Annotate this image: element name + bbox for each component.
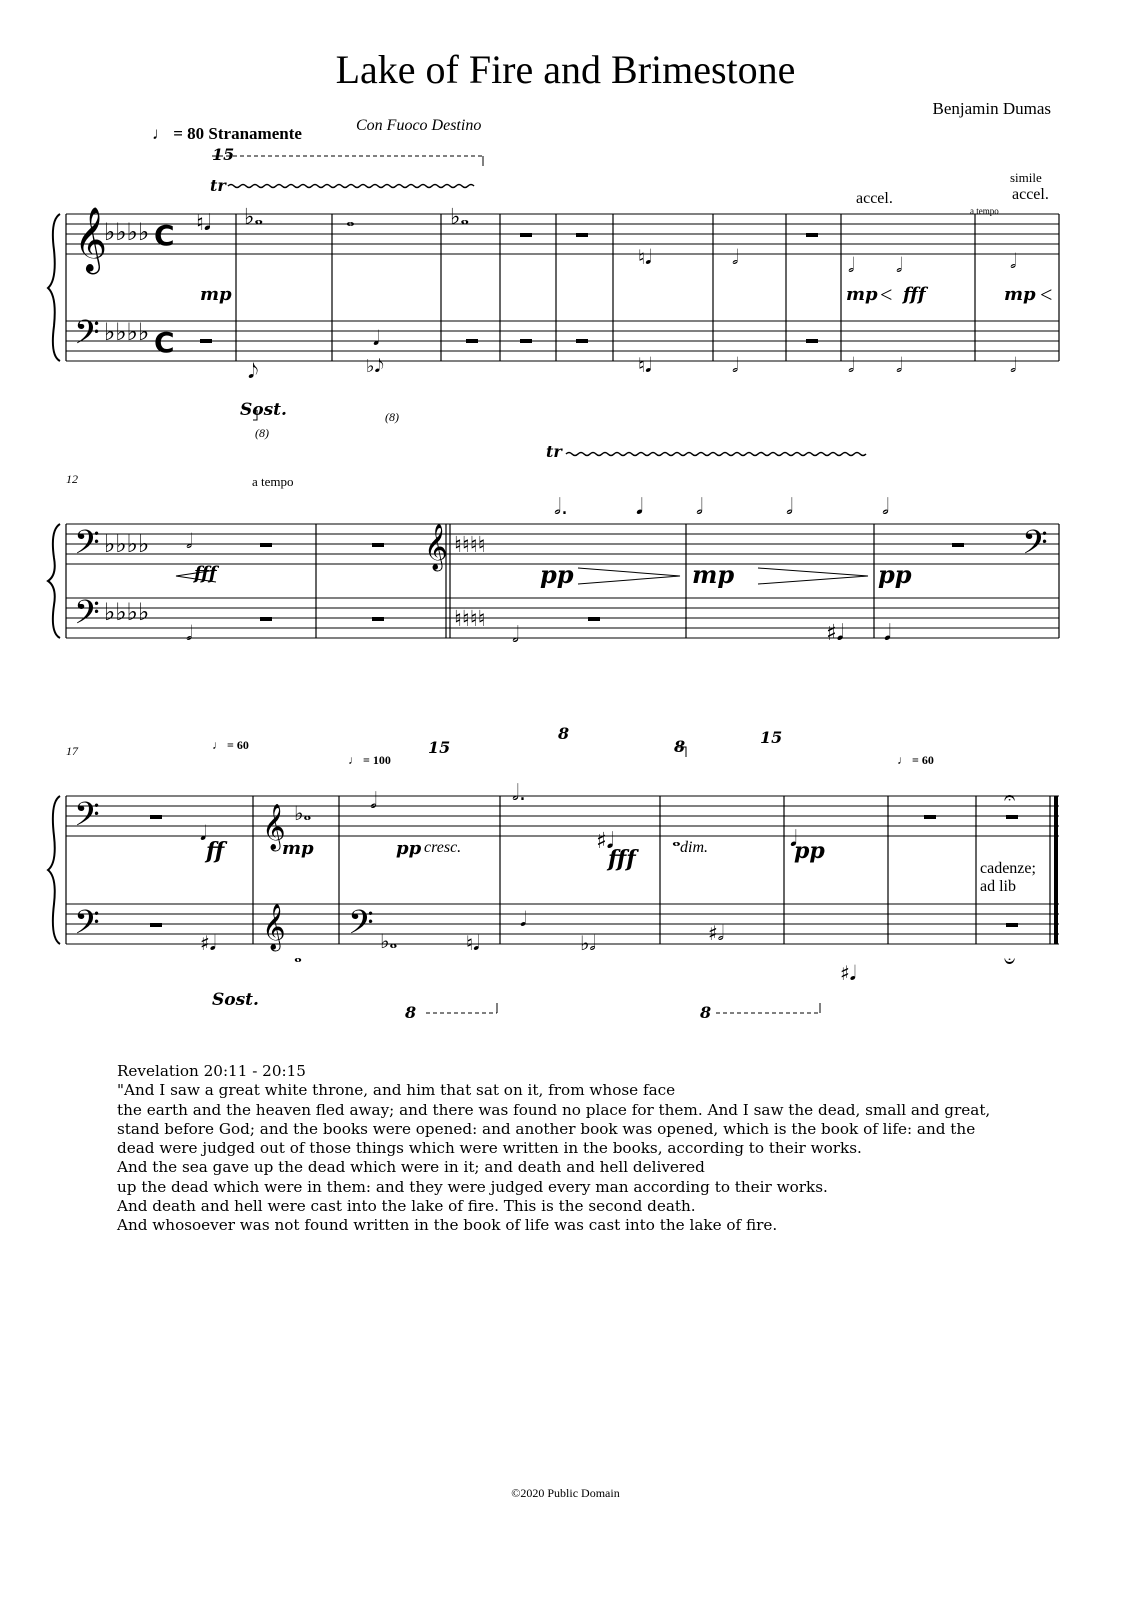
sostenuto-pedal: Sost. xyxy=(212,990,259,1010)
dynamic-pp: pp xyxy=(540,560,574,589)
decrescendo-hairpin xyxy=(758,568,868,584)
tremolo-chord-icon: 𝅗𝅥 xyxy=(1010,249,1017,273)
key-signature-icon: ♭♭♭♭ xyxy=(104,318,150,346)
rest-icon xyxy=(806,233,818,237)
note-icon: ♭𝅝 xyxy=(450,205,470,230)
note-icon: 𝅗𝅥. xyxy=(554,495,568,520)
note-icon: 𝅗𝅥 xyxy=(696,495,703,520)
note-icon: ♮𝅘𝅥 xyxy=(466,931,480,955)
note-icon: 𝅘𝅥 xyxy=(200,821,207,845)
bass-clef-icon: 𝄢 xyxy=(348,904,374,950)
grace-note-icon: ♯𝅘𝅥 xyxy=(840,961,857,985)
note-icon: ♯𝅘𝅥 xyxy=(200,931,217,955)
note-icon: 𝅗𝅥. xyxy=(512,781,526,806)
text-line: And death and hell were cast into the lake of fire. This is the second death. xyxy=(117,1197,696,1216)
system-3-treble-staff xyxy=(66,796,1059,836)
bass-clef-icon: 𝄢 xyxy=(74,524,100,570)
rest-icon xyxy=(520,339,532,343)
dynamic-mp: mp xyxy=(846,284,878,305)
crescendo-sign: < xyxy=(1040,282,1053,307)
note-icon: 𝅗𝅥 xyxy=(512,623,519,648)
chord-icon: 𝅗𝅥 xyxy=(732,245,739,269)
text-line: Revelation 20:11 - 20:15 xyxy=(117,1062,306,1080)
system-1-trill-line xyxy=(228,185,474,188)
treble-clef-icon: 𝄞 xyxy=(424,524,448,570)
fermata-icon: 𝄐 xyxy=(1004,785,1016,809)
dynamic-mp: mp xyxy=(282,838,314,859)
dynamic-pp: pp xyxy=(396,838,422,859)
tremolo-chord-icon: 𝅗𝅥 xyxy=(848,253,855,277)
a-tempo-marking: a tempo xyxy=(252,474,294,489)
note-icon: 𝅘𝅥 xyxy=(373,326,380,350)
note-icon: 𝅘𝅥 xyxy=(790,827,797,852)
system-3-barlines xyxy=(66,796,1050,944)
scripture-text xyxy=(117,1062,990,1236)
key-signature-icon: ♮♮♮♮ xyxy=(454,607,486,632)
note-icon: 𝅗𝅥 xyxy=(786,495,793,520)
tempo-change: ♩ = 60 xyxy=(897,753,934,767)
rest-icon xyxy=(466,339,478,343)
key-signature-icon: ♭♭♭♭ xyxy=(104,598,150,626)
rest-icon xyxy=(150,815,162,819)
composer: Benjamin Dumas xyxy=(932,99,1051,118)
system-2-bass-staff xyxy=(66,598,1059,638)
tremolo-chord-icon: 𝅗𝅥 xyxy=(896,353,903,377)
common-time-icon: C xyxy=(154,326,175,359)
note-icon: 𝅝 xyxy=(672,827,681,852)
chord-icon: ♭𝅝 xyxy=(294,801,312,825)
dynamic-ff: ff xyxy=(206,838,225,864)
system-2-trill-line xyxy=(566,453,866,456)
simile-marking: simile xyxy=(1010,170,1042,185)
bass-clef-icon: 𝄢 xyxy=(1022,524,1048,570)
text-line: And whosoever was not found written in the book of life was cast into the lake of fire. xyxy=(117,1216,778,1235)
dynamic-fff: fff xyxy=(194,563,217,584)
tremolo-chord-icon: 𝅗𝅥 xyxy=(186,529,193,553)
treble-clef-icon: 𝄞 xyxy=(262,804,286,850)
ottava-end: (8) xyxy=(385,410,399,424)
crescendo-sign: < xyxy=(880,282,893,307)
tremolo-chord-icon: 𝅗𝅥 xyxy=(848,353,855,377)
system-2-brace xyxy=(48,524,60,638)
rest-icon xyxy=(260,543,272,547)
dim-marking: dim. xyxy=(680,839,708,856)
note-icon: 𝅘𝅥 xyxy=(884,621,891,646)
system-1-brace xyxy=(48,214,60,361)
cadenza-marking: cadenze; xyxy=(980,860,1036,877)
bass-clef-icon: 𝄢 xyxy=(74,314,100,360)
dynamic-fff: fff xyxy=(608,846,636,872)
crescendo-hairpin xyxy=(578,568,680,584)
tempo-change: ♩ = 60 xyxy=(212,738,249,752)
rest-icon xyxy=(200,339,212,343)
sostenuto-pedal: Sost. xyxy=(240,400,287,420)
note-icon: ♭𝅝 xyxy=(244,205,264,230)
dynamic-pp: pp xyxy=(878,560,912,589)
common-time-icon: C xyxy=(154,219,175,252)
note-icon: 𝅘𝅥 xyxy=(636,495,643,520)
rest-icon xyxy=(1006,815,1018,819)
ottava-15: 15 xyxy=(760,728,783,747)
text-line: stand before God; and the books were opened: and another book was opened, which is the book of life: and the xyxy=(117,1119,976,1138)
copyright-footer: ©2020 Public Domain xyxy=(511,1486,620,1500)
chord-icon: 𝅗𝅥 xyxy=(732,353,739,377)
ottava-15: 15 xyxy=(428,738,451,757)
trill-marking: tr xyxy=(210,176,226,195)
rest-icon xyxy=(1006,923,1018,927)
bass-clef-icon: 𝄢 xyxy=(74,796,100,842)
rest-icon xyxy=(924,815,936,819)
bass-clef-icon: 𝄢 xyxy=(74,904,100,950)
key-signature-icon: ♮♮♮♮ xyxy=(454,533,486,558)
text-line: up the dead which were in them: and they were judged every man according to their works. xyxy=(117,1177,828,1196)
note-icon: ♯𝅘𝅥 xyxy=(826,621,844,646)
rest-icon xyxy=(260,617,272,621)
ottava-bass: 8 xyxy=(405,1003,417,1022)
system-3-brace xyxy=(48,796,60,944)
a-tempo-marking: a tempo xyxy=(970,206,999,216)
dynamic-mp: mp xyxy=(200,284,232,305)
ottava-bass: 8 xyxy=(700,1003,712,1022)
system-1-treble-staff xyxy=(66,214,1059,254)
note-icon: 𝅗𝅥 xyxy=(882,495,889,520)
key-signature-icon: ♭♭♭♭ xyxy=(104,218,150,246)
tempo-marking: ♩ = 80 Stranamente xyxy=(152,124,302,143)
fermata-icon: 𝄑 xyxy=(1004,949,1016,973)
grace-note-icon: 𝅘𝅥𝅮 xyxy=(248,359,259,383)
rest-icon xyxy=(576,233,588,237)
dynamic-mp: mp xyxy=(1004,284,1036,305)
ottava-8: 8 xyxy=(558,724,570,743)
rest-icon xyxy=(372,617,384,621)
bass-clef-icon: 𝄢 xyxy=(74,594,100,640)
note-icon: ♮𝅘𝅥 xyxy=(196,211,211,236)
tremolo-chord-icon: 𝅗𝅥 xyxy=(186,621,193,645)
dynamic-pp: pp xyxy=(794,838,825,864)
system-2-treble-staff xyxy=(66,524,1059,564)
chord-icon: ♮𝅘𝅥 xyxy=(638,353,652,377)
grace-note-icon: ♭𝅘𝅥𝅮 xyxy=(366,356,384,377)
note-icon: 𝅗𝅥 xyxy=(370,789,377,814)
text-line: dead were judged out of those things which were written in the books, according to their works. xyxy=(117,1139,862,1158)
ottava-end: (8) xyxy=(255,426,269,440)
dynamic-fff: fff xyxy=(903,284,926,305)
rest-icon xyxy=(576,339,588,343)
tremolo-chord-icon: 𝅗𝅥 xyxy=(896,253,903,277)
ad-lib-marking: ad lib xyxy=(980,878,1016,895)
bar-number: 17 xyxy=(66,744,78,758)
page-title: Lake of Fire and Brimestone xyxy=(335,47,796,92)
trill-marking: tr xyxy=(546,442,562,461)
chord-icon: ♭𝅝 xyxy=(380,929,398,953)
bar-number: 12 xyxy=(66,472,78,486)
rest-icon xyxy=(372,543,384,547)
note-icon: ♯𝅗𝅥 xyxy=(708,921,725,945)
rest-icon xyxy=(150,923,162,927)
dynamic-mp: mp xyxy=(692,560,735,589)
expression-marking: Con Fuoco Destino xyxy=(356,117,482,134)
text-line: the earth and the heaven fled away; and there was found no place for them. And I saw the dead, small and great, xyxy=(117,1100,991,1119)
chord-icon: 𝅝 xyxy=(294,943,302,967)
rest-icon xyxy=(952,543,964,547)
rest-icon xyxy=(806,339,818,343)
note-icon: ♯𝅘𝅥 xyxy=(596,829,614,854)
ottava-8: 8 xyxy=(674,737,686,756)
cresc-marking: cresc. xyxy=(424,839,462,856)
accel-marking: accel. xyxy=(1012,186,1049,203)
text-line: "And I saw a great white throne, and him that sat on it, from whose face xyxy=(117,1081,676,1100)
rest-icon xyxy=(588,617,600,621)
system-1-bass-staff xyxy=(66,321,1059,361)
accel-marking: accel. xyxy=(856,190,893,207)
tremolo-chord-icon: 𝅗𝅥 xyxy=(1010,353,1017,377)
treble-clef-icon: 𝄞 xyxy=(262,904,286,950)
chord-icon: ♮𝅘𝅥 xyxy=(638,245,652,269)
note-icon: 𝅘𝅥 xyxy=(520,907,527,931)
text-line: And the sea gave up the dead which were in it; and death and hell delivered xyxy=(117,1158,705,1177)
rest-icon xyxy=(520,233,532,237)
tempo-change: ♩ = 100 xyxy=(348,753,391,767)
key-signature-icon: ♭♭♭♭ xyxy=(104,530,150,558)
note-icon: 𝅝 xyxy=(346,207,355,232)
note-icon: ♭𝅗𝅥 xyxy=(580,931,596,955)
treble-clef-icon: 𝄞 xyxy=(74,207,108,272)
ottava-15: 15 xyxy=(212,145,235,164)
